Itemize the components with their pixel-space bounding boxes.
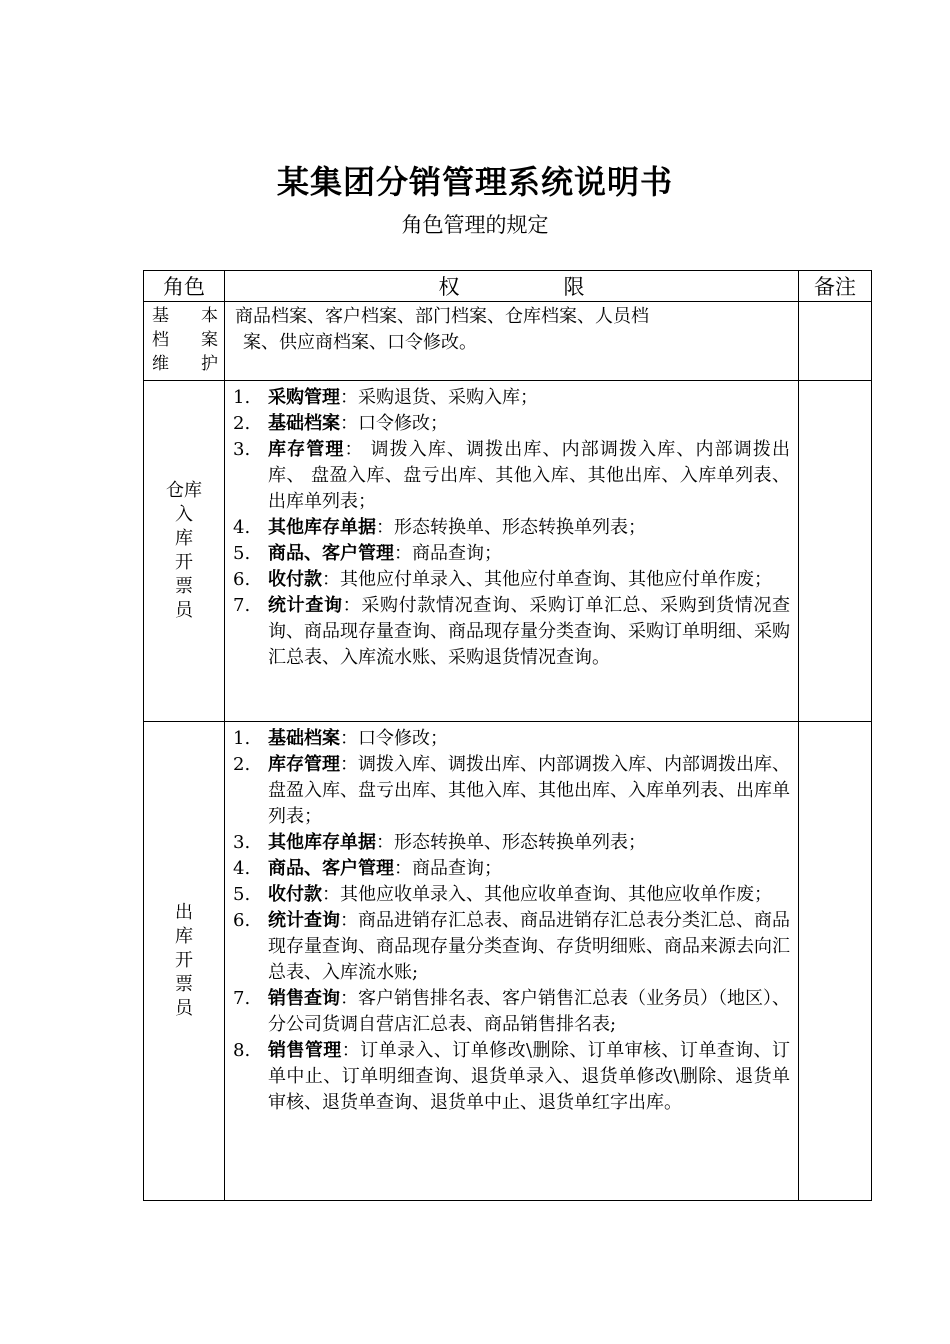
list-item: 1. 采购管理：采购退货、采购入库； [233,387,538,408]
role-line: 档 案 [152,330,218,350]
list-item: 3. 其他库存单据：形态转换单、形态转换单列表； [233,832,646,853]
permission-text: 案、供应商档案、口令修改。 [243,332,477,353]
table-row [144,381,872,722]
list-item: 1. 基础档案：口令修改； [233,728,448,749]
list-item: 5. 商品、客户管理：商品查询； [233,543,502,564]
note-cell [799,381,872,722]
header-perm-char-2: 限 [563,275,585,299]
role-line: 基 本 [152,306,218,326]
role-line: 票 [175,576,193,597]
list-item: 7. 销售查询：客户销售排名表、客户销售汇总表（业务员）（地区）、分公司货调自营店汇总表、商品销售排名表; [233,988,790,1035]
role-line: 库 [175,926,193,947]
document-title: 某集团分销管理系统说明书 [276,163,673,201]
role-line: 开 [175,552,193,573]
role-line: 维 护 [152,354,218,374]
role-line: 员 [175,600,193,621]
role-line: 出 [175,902,193,923]
role-cell [144,302,225,381]
permission-list [225,381,798,671]
header-permissions [225,271,799,302]
permissions-cell [225,722,799,1201]
role-line: 仓库 [166,480,202,501]
list-item: 6. 收付款：其他应付单录入、其他应付单查询、其他应付单作废； [233,569,772,590]
table-header-row [144,271,872,302]
role-line: 入 [175,504,193,525]
role-cell [144,722,225,1201]
list-item: 2. 库存管理：调拨入库、调拨出库、内部调拨入库、内部调拨出库、盘盈入库、盘亏出库、其他入库、其他出库、入库单列表、出库单列表； [233,754,790,827]
list-item: 2. 基础档案：口令修改； [233,413,448,434]
permission-text: 商品档案、客户档案、部门档案、仓库档案、人员档 [235,306,649,327]
table-row [144,302,872,381]
role-line: 开 [175,950,193,971]
list-item: 5. 收付款：其他应收单录入、其他应收单查询、其他应收单作废； [233,884,772,905]
table-row [144,722,872,1201]
list-item: 4. 商品、客户管理：商品查询； [233,858,502,879]
header-note: 备注 [799,271,872,302]
list-item: 7. 统计查询：采购付款情况查询、采购订单汇总、采购到货情况查询、商品现存量查询、商品现存量分类查询、采购订单明细、采购汇总表、入库流水账、采购退货情况查询。 [233,595,791,668]
header-role: 角色 [144,271,225,302]
document-subtitle: 角色管理的规定 [401,213,549,237]
permissions-cell [225,302,799,381]
note-cell [799,302,872,381]
list-item: 6. 统计查询：商品进销存汇总表、商品进销存汇总表分类汇总、商品现存量查询、商品现存量分类查询、存货明细账、商品来源去向汇总表、入库流水账; [233,910,790,983]
list-item: 3. 库存管理： 调拨入库、调拨出库、内部调拨入库、内部调拨出库、 盘盈入库、盘亏出库、其他入库、其他出库、入库单列表、出库单列表； [233,439,790,512]
list-item: 4. 其他库存单据：形态转换单、形态转换单列表； [233,517,646,538]
permission-list [225,722,798,1116]
roles-table [143,270,872,1201]
role-line: 票 [175,974,193,995]
role-cell [144,381,225,722]
header-perm-char-1: 权 [438,275,460,299]
role-line: 员 [175,998,193,1019]
permissions-cell [225,381,799,722]
role-line: 库 [175,528,193,549]
list-item: 8. 销售管理：订单录入、订单修改\删除、订单审核、订单查询、订单中止、订单明细查询、退货单录入、退货单修改\删除、退货单审核、退货单查询、退货单中止、退货单红字出库。 [233,1040,791,1113]
note-cell [799,722,872,1201]
